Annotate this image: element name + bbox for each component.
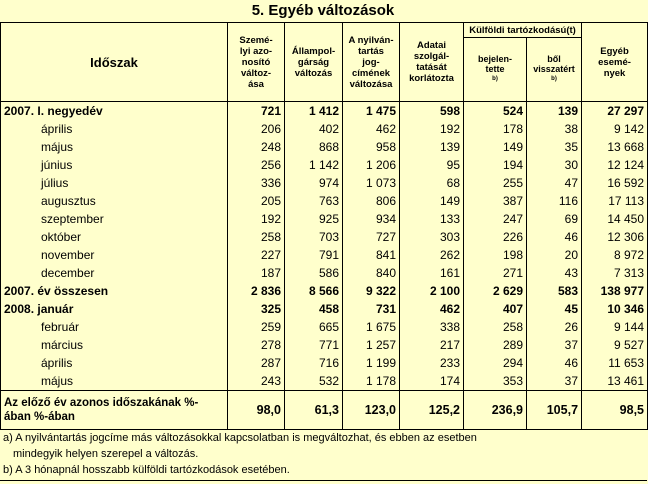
row-label: június bbox=[1, 156, 228, 174]
row-label: október bbox=[1, 228, 228, 246]
table-cell: 974 bbox=[285, 174, 343, 192]
table-cell: 1 199 bbox=[343, 354, 400, 372]
table-cell: 458 bbox=[285, 300, 343, 318]
header-line: tette bbox=[485, 63, 505, 74]
table-row bbox=[1, 282, 648, 300]
header-line: gárság bbox=[297, 56, 330, 68]
footnote-marker: b) bbox=[551, 75, 557, 82]
header-line: korlátozta bbox=[409, 73, 454, 84]
row-label: március bbox=[1, 336, 228, 354]
table-cell: 194 bbox=[464, 156, 527, 174]
table-cell: 598 bbox=[400, 102, 464, 121]
row-label: augusztus bbox=[1, 192, 228, 210]
table-cell: 841 bbox=[343, 246, 400, 264]
header-line: Egyéb bbox=[600, 45, 629, 57]
column-header-period: Időszak bbox=[1, 23, 228, 102]
table-row bbox=[1, 228, 648, 246]
table-cell: 289 bbox=[464, 336, 527, 354]
header-line: ása bbox=[248, 78, 264, 90]
table-cell: 532 bbox=[285, 372, 343, 391]
header-lines bbox=[583, 46, 646, 79]
table-cell: 2 836 bbox=[228, 282, 285, 300]
row-label: 2007. I. negyedév bbox=[1, 102, 228, 121]
header-lines bbox=[286, 46, 341, 79]
table-cell: 271 bbox=[464, 264, 527, 282]
table-cell: 217 bbox=[400, 336, 464, 354]
table-cell: 1 412 bbox=[285, 102, 343, 121]
footnote-a: a) A nyilvántartás jogcíme más változásokkal kapcsolatban is megváltozhat, és ebben az esetben bbox=[3, 432, 477, 444]
footnote-marker: b) bbox=[492, 75, 498, 82]
row-label: 2008. január bbox=[1, 300, 228, 318]
table-row bbox=[1, 246, 648, 264]
table-row bbox=[1, 210, 648, 228]
table-title: 5. Egyéb változások bbox=[251, 2, 395, 19]
summary-cell: 105,7 bbox=[527, 391, 582, 430]
table-cell: 586 bbox=[285, 264, 343, 282]
table-cell: 256 bbox=[228, 156, 285, 174]
table-cell: 1 475 bbox=[343, 102, 400, 121]
header-lines bbox=[229, 35, 283, 90]
table-cell: 338 bbox=[400, 318, 464, 336]
table-cell: 43 bbox=[527, 264, 582, 282]
header-line: nyek bbox=[603, 67, 626, 79]
table-cell: 716 bbox=[285, 354, 343, 372]
table-cell: 178 bbox=[464, 120, 527, 138]
row-label: november bbox=[1, 246, 228, 264]
table-row bbox=[1, 120, 648, 138]
header-line: esemé- bbox=[598, 56, 631, 68]
table-row bbox=[1, 102, 648, 121]
table-cell: 205 bbox=[228, 192, 285, 210]
column-header-personal-id bbox=[228, 23, 285, 102]
table-row bbox=[1, 174, 648, 192]
table-cell: 868 bbox=[285, 138, 343, 156]
table-cell: 68 bbox=[400, 174, 464, 192]
table-cell: 791 bbox=[285, 246, 343, 264]
table-cell: 69 bbox=[527, 210, 582, 228]
table-cell: 139 bbox=[400, 138, 464, 156]
table-cell: 7 313 bbox=[582, 264, 648, 282]
table-cell: 1 206 bbox=[343, 156, 400, 174]
table-cell: 721 bbox=[228, 102, 285, 121]
header-lines bbox=[344, 35, 398, 90]
table-cell: 462 bbox=[400, 300, 464, 318]
header-line: szolgál- bbox=[413, 51, 450, 62]
table-cell: 407 bbox=[464, 300, 527, 318]
table-cell: 12 124 bbox=[582, 156, 648, 174]
table-cell: 248 bbox=[228, 138, 285, 156]
table-cell: 47 bbox=[527, 174, 582, 192]
table-row bbox=[1, 192, 648, 210]
header-line: ből bbox=[547, 53, 561, 64]
summary-cell: 125,2 bbox=[400, 391, 464, 430]
row-label: 2007. év összesen bbox=[1, 282, 228, 300]
column-header-reported bbox=[464, 38, 527, 102]
column-header-returned bbox=[527, 38, 582, 102]
table-cell: 806 bbox=[343, 192, 400, 210]
table-cell: 46 bbox=[527, 228, 582, 246]
column-header-data-restriction bbox=[400, 23, 464, 102]
table-cell: 1 073 bbox=[343, 174, 400, 192]
table-cell: 247 bbox=[464, 210, 527, 228]
column-group-abroad: Külföldi tartózkodású(t) bbox=[464, 23, 582, 38]
table-cell: 303 bbox=[400, 228, 464, 246]
summary-cell: 98,0 bbox=[228, 391, 285, 430]
table-cell: 763 bbox=[285, 192, 343, 210]
row-label: július bbox=[1, 174, 228, 192]
table-cell: 336 bbox=[228, 174, 285, 192]
table-cell: 14 450 bbox=[582, 210, 648, 228]
row-label: április bbox=[1, 354, 228, 372]
table-cell: 187 bbox=[228, 264, 285, 282]
summary-cell: 98,5 bbox=[582, 391, 648, 430]
table-cell: 37 bbox=[527, 336, 582, 354]
table-cell: 9 142 bbox=[582, 120, 648, 138]
table-cell: 287 bbox=[228, 354, 285, 372]
table-row bbox=[1, 372, 648, 391]
table-cell: 9 144 bbox=[582, 318, 648, 336]
table-cell: 524 bbox=[464, 102, 527, 121]
table-cell: 233 bbox=[400, 354, 464, 372]
table-cell: 13 461 bbox=[582, 372, 648, 391]
table-cell: 9 322 bbox=[343, 282, 400, 300]
table-cell: 227 bbox=[228, 246, 285, 264]
footnotes bbox=[3, 430, 643, 478]
table-cell: 294 bbox=[464, 354, 527, 372]
table-cell: 35 bbox=[527, 138, 582, 156]
header-line: címének bbox=[351, 67, 391, 79]
table-cell: 583 bbox=[527, 282, 582, 300]
header-line: nosító bbox=[241, 56, 271, 68]
table-cell: 17 113 bbox=[582, 192, 648, 210]
table-cell: 934 bbox=[343, 210, 400, 228]
header-line: Szemé- bbox=[239, 34, 273, 46]
header-line: tatását bbox=[416, 62, 447, 73]
table-row bbox=[1, 156, 648, 174]
table-cell: 16 592 bbox=[582, 174, 648, 192]
table-cell: 771 bbox=[285, 336, 343, 354]
header-lines bbox=[401, 40, 462, 84]
bottom-rule bbox=[0, 480, 647, 481]
table-cell: 958 bbox=[343, 138, 400, 156]
table-cell: 1 257 bbox=[343, 336, 400, 354]
table-body bbox=[1, 102, 648, 430]
table-cell: 192 bbox=[400, 120, 464, 138]
table-cell: 27 297 bbox=[582, 102, 648, 121]
header-lines bbox=[528, 54, 580, 74]
table-cell: 2 629 bbox=[464, 282, 527, 300]
row-label: december bbox=[1, 264, 228, 282]
table-cell: 45 bbox=[527, 300, 582, 318]
summary-cell: 61,3 bbox=[285, 391, 343, 430]
header-line: bejelen- bbox=[477, 53, 512, 64]
header-line: változ- bbox=[240, 67, 272, 79]
row-label: május bbox=[1, 138, 228, 156]
table-cell: 2 100 bbox=[400, 282, 464, 300]
row-label: szeptember bbox=[1, 210, 228, 228]
table-cell: 462 bbox=[343, 120, 400, 138]
table-cell: 1 142 bbox=[285, 156, 343, 174]
table-cell: 262 bbox=[400, 246, 464, 264]
header-line: A nyilván- bbox=[348, 34, 394, 46]
table-cell: 8 972 bbox=[582, 246, 648, 264]
row-label: február bbox=[1, 318, 228, 336]
table-cell: 20 bbox=[527, 246, 582, 264]
table-row bbox=[1, 318, 648, 336]
header-line: változás bbox=[294, 67, 333, 79]
table-cell: 46 bbox=[527, 354, 582, 372]
summary-cell: 123,0 bbox=[343, 391, 400, 430]
table-cell: 37 bbox=[527, 372, 582, 391]
table-cell: 353 bbox=[464, 372, 527, 391]
table-cell: 255 bbox=[464, 174, 527, 192]
table-cell: 258 bbox=[464, 318, 527, 336]
table-row bbox=[1, 300, 648, 318]
summary-cell: 236,9 bbox=[464, 391, 527, 430]
footnote-a-continued: mindegyik helyen szerepel a változás. bbox=[13, 448, 199, 460]
table-cell: 95 bbox=[400, 156, 464, 174]
column-header-registration-title bbox=[343, 23, 400, 102]
table-cell: 139 bbox=[527, 102, 582, 121]
table-cell: 206 bbox=[228, 120, 285, 138]
summary-label: Az előző év azonos időszakának %-ában %-ában bbox=[1, 391, 228, 430]
data-table bbox=[0, 22, 648, 430]
footnote-b: b) A 3 hónapnál hosszabb külföldi tartózkodások esetében. bbox=[3, 464, 290, 476]
table-cell: 30 bbox=[527, 156, 582, 174]
table-cell: 840 bbox=[343, 264, 400, 282]
table-cell: 731 bbox=[343, 300, 400, 318]
table-cell: 116 bbox=[527, 192, 582, 210]
table-row bbox=[1, 336, 648, 354]
column-header-other-events bbox=[582, 23, 648, 102]
table-cell: 402 bbox=[285, 120, 343, 138]
table-cell: 259 bbox=[228, 318, 285, 336]
table-cell: 727 bbox=[343, 228, 400, 246]
table-cell: 138 977 bbox=[582, 282, 648, 300]
table-row bbox=[1, 138, 648, 156]
table-cell: 1 178 bbox=[343, 372, 400, 391]
header-lines bbox=[465, 54, 525, 74]
table-cell: 226 bbox=[464, 228, 527, 246]
column-header-citizenship bbox=[285, 23, 343, 102]
header-line: jog- bbox=[362, 56, 380, 68]
summary-row bbox=[1, 391, 648, 430]
table-cell: 1 675 bbox=[343, 318, 400, 336]
table-cell: 161 bbox=[400, 264, 464, 282]
table-cell: 13 668 bbox=[582, 138, 648, 156]
table-cell: 278 bbox=[228, 336, 285, 354]
table-cell: 192 bbox=[228, 210, 285, 228]
table-cell: 12 306 bbox=[582, 228, 648, 246]
table-cell: 10 346 bbox=[582, 300, 648, 318]
table-cell: 26 bbox=[527, 318, 582, 336]
table-cell: 325 bbox=[228, 300, 285, 318]
table-cell: 9 527 bbox=[582, 336, 648, 354]
table-cell: 174 bbox=[400, 372, 464, 391]
row-label: május bbox=[1, 372, 228, 391]
table-cell: 38 bbox=[527, 120, 582, 138]
table-cell: 243 bbox=[228, 372, 285, 391]
header-line: változása bbox=[349, 78, 393, 90]
table-cell: 11 653 bbox=[582, 354, 648, 372]
header-line: lyi azo- bbox=[239, 45, 273, 57]
table-row bbox=[1, 354, 648, 372]
header-line: Állampol- bbox=[291, 45, 336, 57]
table-cell: 149 bbox=[464, 138, 527, 156]
header-line: Adatai bbox=[416, 40, 447, 51]
table-cell: 703 bbox=[285, 228, 343, 246]
row-label: április bbox=[1, 120, 228, 138]
table-cell: 258 bbox=[228, 228, 285, 246]
table-cell: 925 bbox=[285, 210, 343, 228]
table-cell: 149 bbox=[400, 192, 464, 210]
table-row bbox=[1, 264, 648, 282]
table-cell: 8 566 bbox=[285, 282, 343, 300]
table-cell: 198 bbox=[464, 246, 527, 264]
header-line: visszatért bbox=[533, 63, 575, 74]
table-cell: 665 bbox=[285, 318, 343, 336]
table-cell: 133 bbox=[400, 210, 464, 228]
header-line: tartás bbox=[358, 45, 384, 57]
table-cell: 387 bbox=[464, 192, 527, 210]
